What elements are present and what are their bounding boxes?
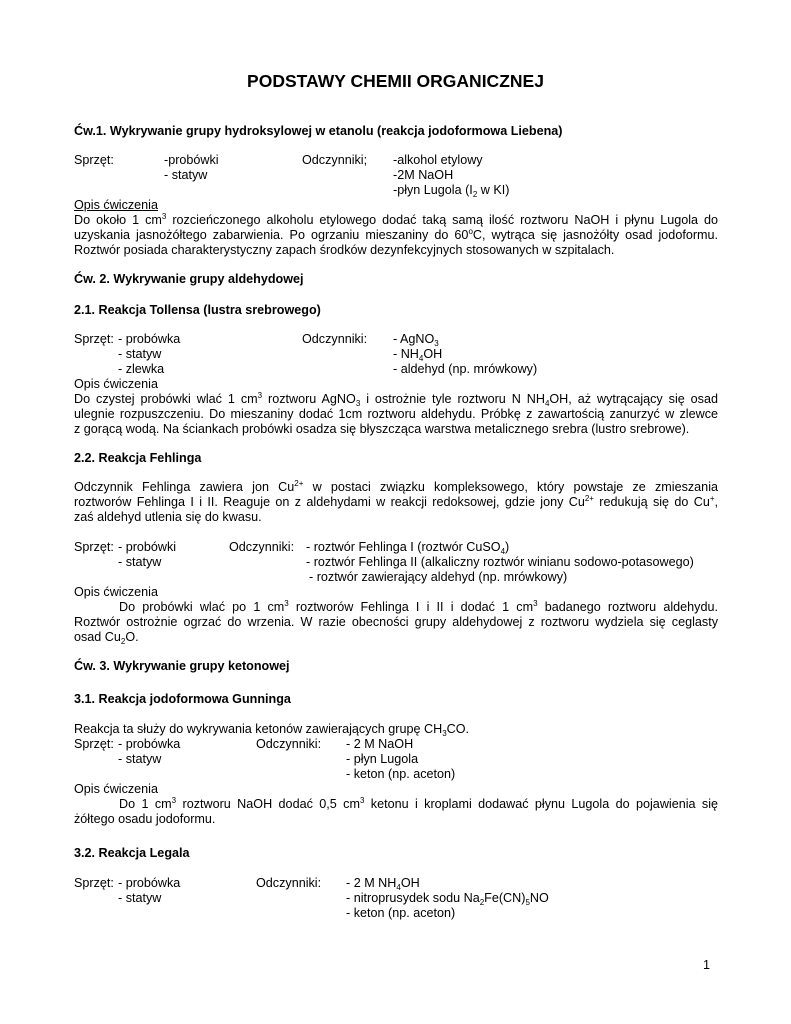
ex2-2-intro-line: zaś aldehyd utlenia się do kwasu. <box>74 510 262 524</box>
ex3-1-intro: Reakcja ta służy do wykrywania ketonów zawierających grupę $CH_3CO$. <box>74 722 470 738</box>
ex2-1-opis-label: Opis ćwiczenia <box>74 377 158 391</box>
ex1-opis-line: Do około 1 $cm^3$ rozcieńczonego alkoholu etylowego dodać taką samą ilość roztworu NaOH i płynu Lugola do <box>74 212 718 227</box>
ex2-2-odczynnik-item: - roztwór Fehlinga II (alkaliczny roztwór winianu sodowo-potasowego) <box>306 555 694 569</box>
ex2-1-sprzet-item: - statyw <box>118 347 162 361</box>
ex2-1-sprzet-label: Sprzęt: <box>74 332 114 346</box>
ex1-odczynniki-label: Odczynniki; <box>302 153 368 167</box>
ex1-opis-line: Roztwór posiada charakterystyczny zapach środków dezynfekcyjnych stosowanych w szpitalach. <box>74 243 615 257</box>
ex1-sprzet-item: -probówki <box>164 153 219 167</box>
ex3-2-odczynnik-item: - nitroprusydek sodu $Na_2Fe(CN)_5NO$ <box>346 891 549 907</box>
ex3-1-sprzet-item: - probówka <box>118 737 181 751</box>
ex3-2-sprzet-item: - probówka <box>118 876 181 890</box>
ex1-opis-label: Opis ćwiczenia <box>74 198 158 212</box>
ex1-sprzet-item: - statyw <box>164 168 208 182</box>
ex2-1-heading: 2.1. Reakcja Tollensa (lustra srebrowego) <box>74 303 321 317</box>
ex3-2-odczynnik-item: - keton (np. aceton) <box>346 906 456 920</box>
ex2-2-opis-line: Roztwór ostrożnie ogrzać do wrzenia. W razie obecności grupy aldehydowej z roztworu wydziela się ceglasty <box>74 615 718 629</box>
ex3-1-opis-label: Opis ćwiczenia <box>74 782 158 796</box>
ex2-2-heading: 2.2. Reakcja Fehlinga <box>74 451 202 465</box>
ex3-1-odczynnik-item: - płyn Lugola <box>346 752 419 766</box>
ex2-1-odczynnik-item: - aldehyd (np. mrówkowy) <box>393 362 538 376</box>
ex3-1-sprzet-label: Sprzęt: <box>74 737 114 751</box>
ex1-opis-line: uzyskania jasnożółtego zabarwienia. Po ogrzaniu mieszaniny do 60$^o$C, wytrąca się jasnożółty osad jodoformu. <box>74 227 719 242</box>
ex3-1-opis-line: żółtego osadu jodoformu. <box>74 812 216 826</box>
ex3-2-odczynnik-item: - 2 M $NH_4OH$ <box>346 876 420 892</box>
ex1-odczynnik-item: -2M NaOH <box>393 168 454 182</box>
ex3-2-sprzet-label: Sprzęt: <box>74 876 114 890</box>
ex2-1-odczynnik-item: - $NH_4OH$ <box>393 347 443 363</box>
ex2-2-odczynniki-label: Odczynniki: <box>229 540 295 554</box>
ex3-1-opis-line: Do 1 $cm^3$ roztworu NaOH dodać 0,5 $cm^3$ ketonu i kroplami dodawać płynu Lugola do pojawienia się <box>119 796 719 811</box>
page-number: 1 <box>703 958 711 972</box>
ex2-1-sprzet-item: - probówka <box>118 332 181 346</box>
ex2-2-intro-line: Odczynnik Fehlinga zawiera jon $Cu^{2+}$ w postaci związku kompleksowego, który powstaje ze zmieszania <box>74 479 718 494</box>
ex1-odczynnik-item: -alkohol etylowy <box>393 153 483 167</box>
ex2-2-opis-line: Do probówki wlać po 1 $cm^3$ roztworów Fehlinga I i II i dodać 1 $cm^3$ badanego roztworu aldehydu. <box>119 599 718 614</box>
ex1-heading: Ćw.1. Wykrywanie grupy hydroksylowej w etanolu (reakcja jodoformowa Liebena) <box>74 124 563 138</box>
ex2-1-opis-line: Do czystej probówki wlać 1 $cm^3$ roztworu AgNO$_3$ i ostrożnie tyle roztworu N $NH_4OH$, aż wytrącający się osad <box>74 391 718 408</box>
ex2-heading: Ćw. 2. Wykrywanie grupy aldehydowej <box>74 272 304 286</box>
ex1-sprzet-label: Sprzęt: <box>74 153 114 167</box>
ex2-2-sprzet-item: - probówki <box>118 540 177 554</box>
ex2-2-opis-label: Opis ćwiczenia <box>74 585 158 599</box>
ex2-2-opis-line: osad $Cu_2O$. <box>74 630 139 646</box>
ex2-2-odczynnik-item: - roztwór zawierający aldehyd (np. mrówkowy) <box>309 570 568 584</box>
ex3-heading: Ćw. 3. Wykrywanie grupy ketonowej <box>74 659 290 673</box>
ex3-2-heading: 3.2. Reakcja Legala <box>74 846 190 860</box>
ex2-1-odczynniki-label: Odczynniki: <box>302 332 368 346</box>
ex2-2-odczynnik-item: - roztwór Fehlinga I (roztwór CuSO$_4$) <box>306 540 510 556</box>
ex3-1-odczynnik-item: - 2 M NaOH <box>346 737 414 751</box>
ex3-2-sprzet-item: - statyw <box>118 891 162 905</box>
ex1-odczynnik-item: -płyn Lugola ($I_2$ w KI) <box>393 183 510 199</box>
ex2-1-opis-line: z gorącą wodą. Na ściankach probówki osadza się błyszcząca warstwa metalicznego srebra (lustro srebrowe). <box>74 422 690 436</box>
ex3-2-odczynniki-label: Odczynniki: <box>256 876 322 890</box>
ex3-1-odczynniki-label: Odczynniki: <box>256 737 322 751</box>
ex3-1-odczynnik-item: - keton (np. aceton) <box>346 767 456 781</box>
ex2-1-sprzet-item: - zlewka <box>118 362 165 376</box>
ex3-1-heading: 3.1. Reakcja jodoformowa Gunninga <box>74 692 291 706</box>
ex2-1-odczynnik-item: - AgNO$_3$ <box>393 332 439 348</box>
ex2-2-sprzet-label: Sprzęt: <box>74 540 114 554</box>
ex3-1-sprzet-item: - statyw <box>118 752 162 766</box>
page-title: PODSTAWY CHEMII ORGANICZNEJ <box>247 71 544 91</box>
ex2-2-sprzet-item: - statyw <box>118 555 162 569</box>
ex2-2-intro-line: roztworów Fehlinga I i II. Reaguje on z aldehydami w reakcji redoksowej, gdzie jony $Cu^{2+}$ redukują się do Cu+, <box>74 494 719 509</box>
ex2-1-opis-line: ulegnie rozpuszczeniu. Do mieszaniny dodać 1cm roztworu aldehydu. Próbkę z zawartością zanurzyć w zlewce <box>74 407 718 421</box>
